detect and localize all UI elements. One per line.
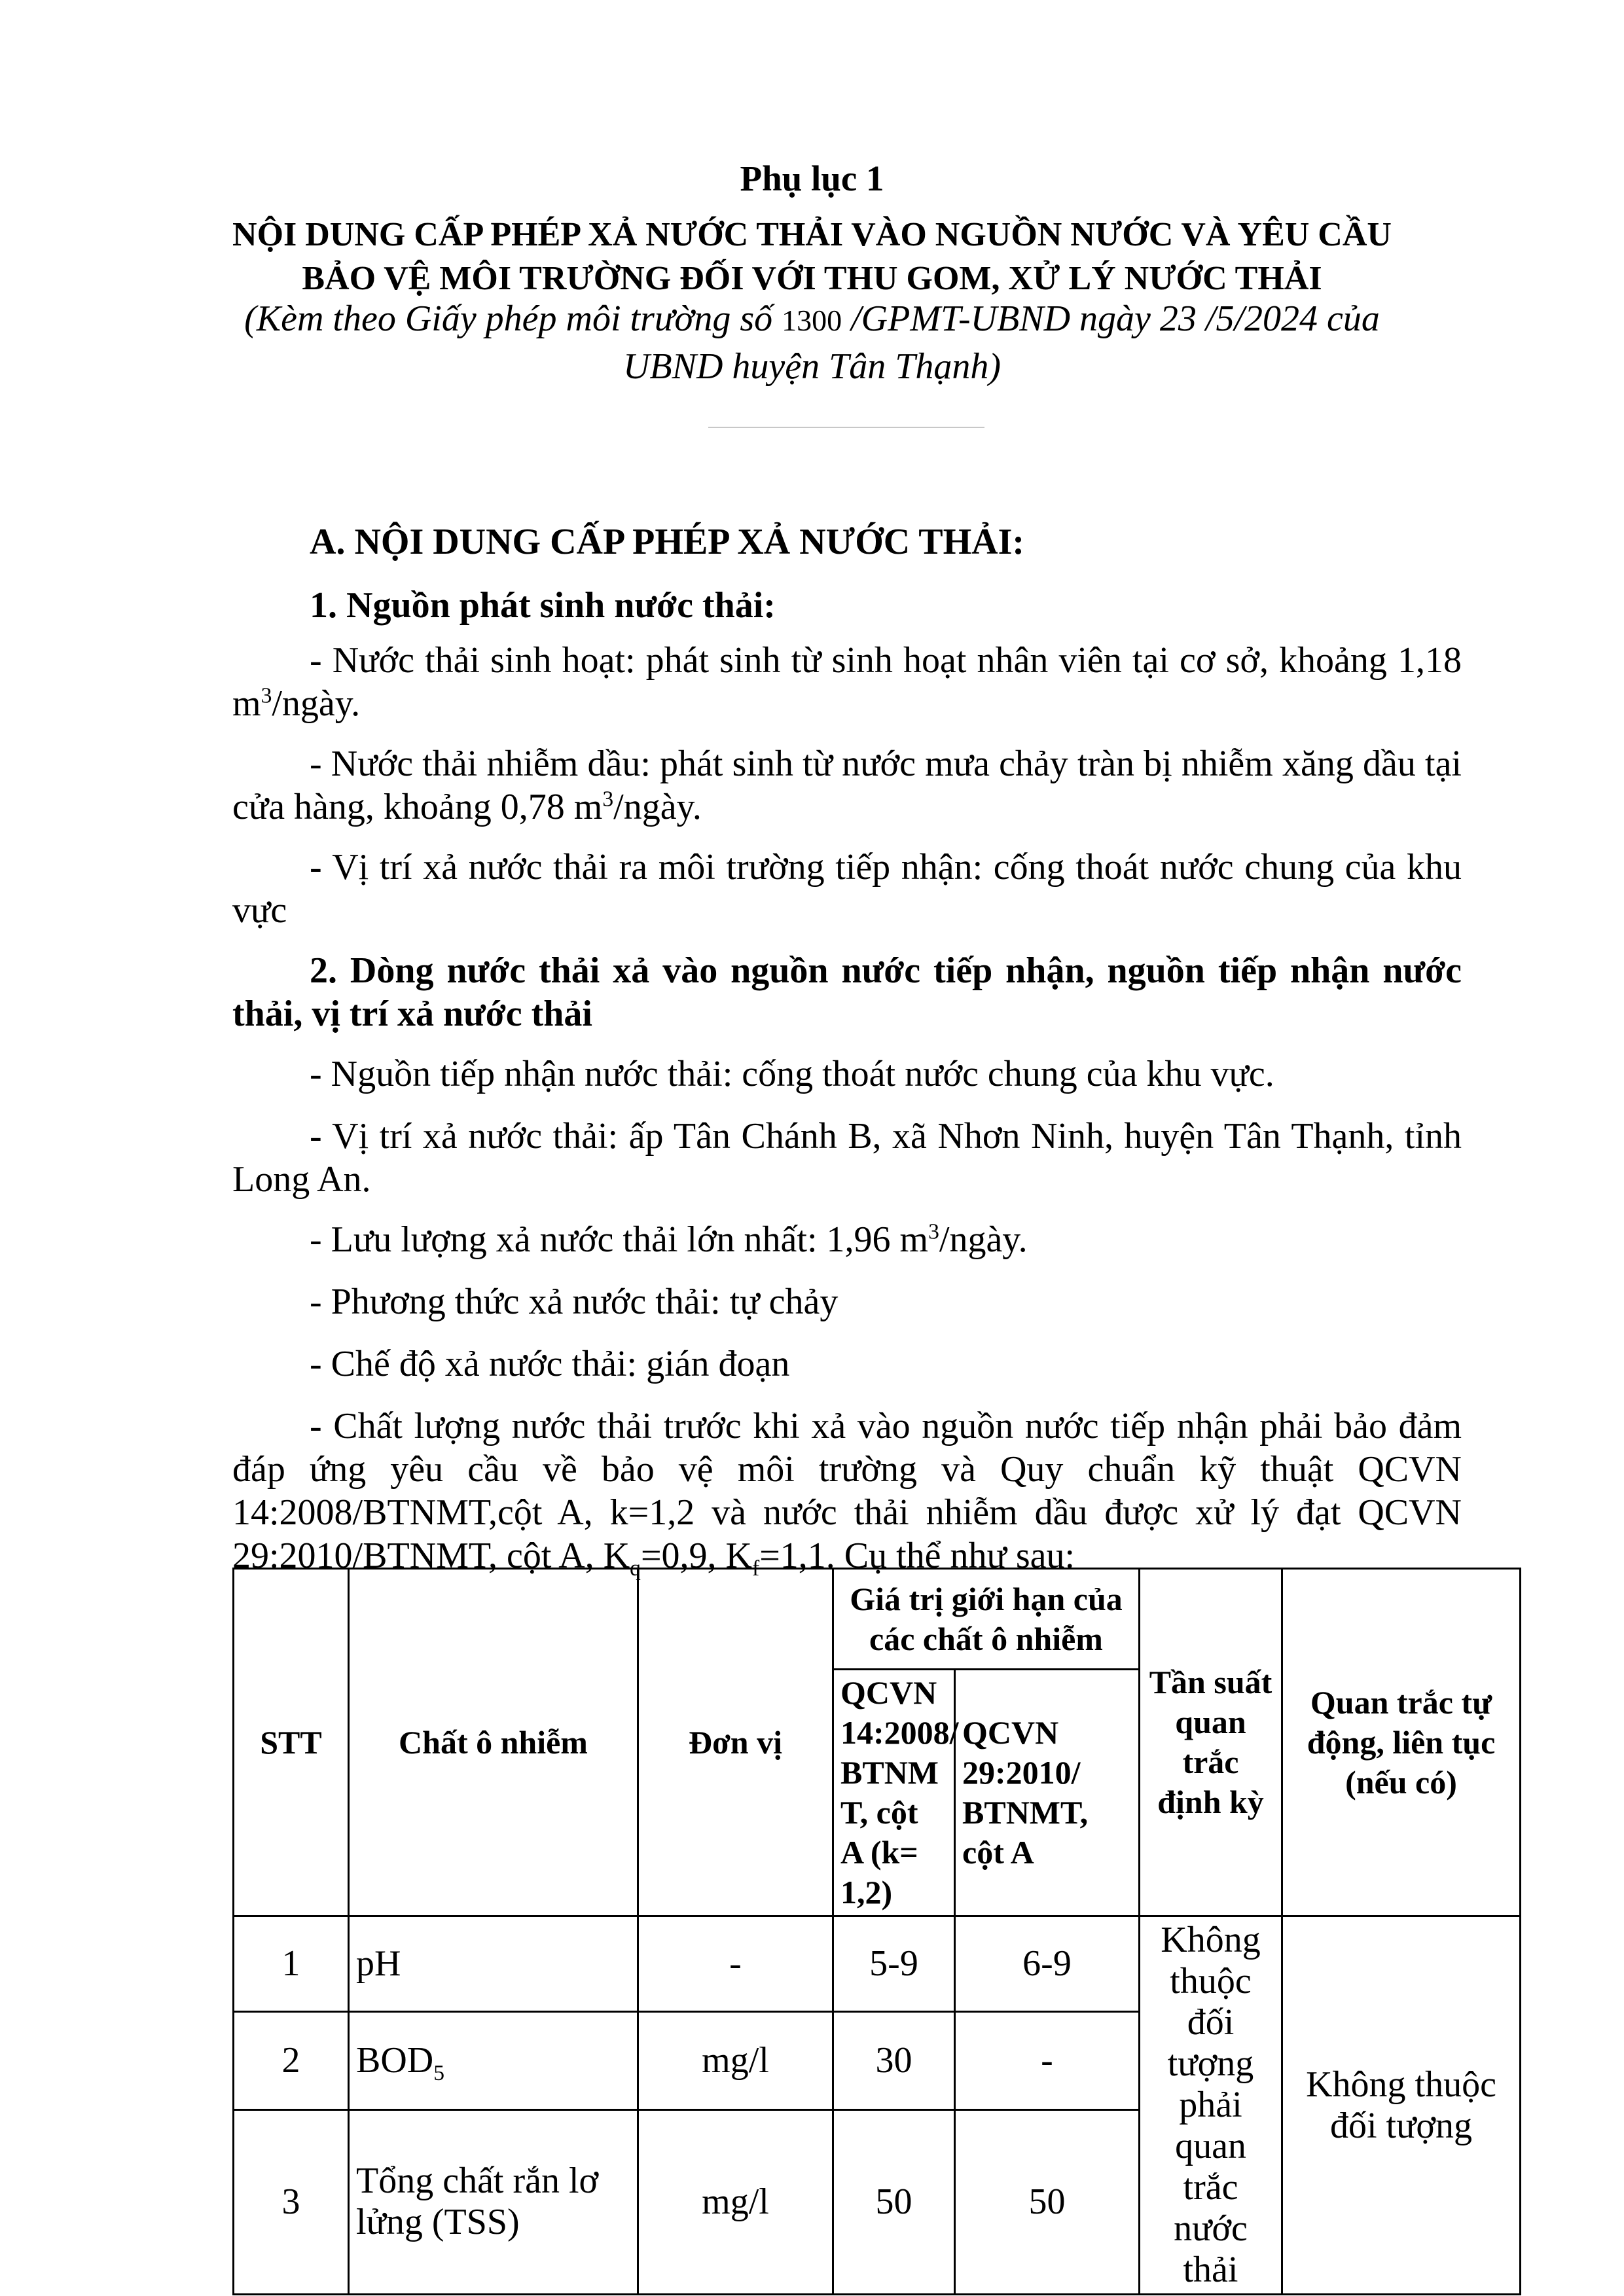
header-qcvn14: QCVN 14:2008/ BTNM T, cột A (k= 1,2) <box>833 1670 955 1916</box>
header-pollutant: Chất ô nhiễm <box>349 1569 638 1916</box>
row-unit: mg/l <box>638 2012 833 2110</box>
domestic-wastewater-item: - Nước thải sinh hoạt: phát sinh từ sinh hoạt nhân viên tại cơ sở, khoảng 1,18 $m^3$/ngày. <box>232 640 1462 724</box>
row-qcvn14: 5-9 <box>833 1916 955 2012</box>
row-qcvn29: 6-9 <box>955 1916 1140 2012</box>
discharge-address-item: - Vị trí xả nước thải: ấp Tân Chánh B, xã Nhơn Ninh, huyện Tân Thạnh, tỉnh Long An. <box>232 1116 1462 1200</box>
pollutant-limits-table <box>232 1568 1521 2295</box>
receiving-source-item: - Nguồn tiếp nhận nước thải: cống thoát nước chung của khu vực. <box>310 1054 1274 1094</box>
main-title <box>0 213 1624 300</box>
subsection-1-heading: 1. Nguồn phát sinh nước thải: <box>310 585 776 626</box>
row-unit: mg/l <box>638 2109 833 2294</box>
discharge-location-item: - Vị trí xả nước thải ra môi trường tiếp nhận: cống thoát nước chung của khu vực <box>232 847 1462 931</box>
attachment-line-1: (Kèm theo Giấy phép môi trường số 1300 /GPMT-UBND ngày 23 /5/2024 của <box>244 298 1380 339</box>
row-stt: 3 <box>234 2109 349 2294</box>
oily-wastewater-item: - Nước thải nhiễm dầu: phát sinh từ nước mưa chảy tràn bị nhiễm xăng dầu tại cửa hàng, khoảng 0,78 $m^3$/ngày. <box>232 744 1462 827</box>
row-pollutant: pH <box>349 1916 638 2012</box>
attachment-line-2: UBND huyện Tân Thạnh) <box>623 346 1001 387</box>
header-frequency: Tần suất quan trắc định kỳ <box>1140 1569 1282 1916</box>
row-qcvn14: 50 <box>833 2109 955 2294</box>
permit-number: 1300 <box>782 304 842 337</box>
header-auto-monitoring: Quan trắc tự động, liên tục (nếu có) <box>1282 1569 1521 1916</box>
row-unit: - <box>638 1916 833 2012</box>
quality-requirement-item: - Chất lượng nước thải trước khi xả vào nguồn nước tiếp nhận phải bảo đảm đáp ứng yêu cầu về bảo vệ môi trường và Quy chuẩn kỹ thuật QCVN 14:2008/BTNMT,cột A, k=1,2 và nước thải nhiễm dầu được xử lý đạt QCVN 29:2010/BTNMT, cột A, $K_q=0,9$, $K_f=1,1$. Cụ thể như sau: <box>232 1406 1462 1581</box>
header-stt: STT <box>234 1569 349 1916</box>
row-qcvn14: 30 <box>833 2012 955 2110</box>
header-unit: Đơn vị <box>638 1569 833 1916</box>
row-stt: 2 <box>234 2012 349 2110</box>
attachment-note <box>0 296 1624 389</box>
row-pollutant: Tổng chất rắn lơ lửng (TSS) <box>349 2109 638 2294</box>
auto-monitoring-value: Không thuộc đối tượng <box>1282 1916 1521 2295</box>
title-separator <box>708 427 984 428</box>
subsection-2-heading: 2. Dòng nước thải xả vào nguồn nước tiếp nhận, nguồn tiếp nhận nước thải, vị trí xả nước thải <box>232 950 1462 1034</box>
row-stt: 1 <box>234 1916 349 2012</box>
row-qcvn29: - <box>955 2012 1140 2110</box>
row-pollutant: $BOD_5$ <box>349 2012 638 2110</box>
appendix-title: Phụ lục 1 <box>740 158 884 198</box>
header-qcvn29: QCVN 29:2010/ BTNMT, cột A <box>955 1670 1140 1916</box>
header-limit-group: Giá trị giới hạn của các chất ô nhiễm <box>833 1569 1140 1670</box>
max-flow-item: - Lưu lượng xả nước thải lớn nhất: 1,96 $m^3$/ngày. <box>310 1219 1028 1260</box>
permit-date: 23 /5/2024 <box>1159 298 1318 339</box>
frequency-value: Không thuộc đối tượng phải quan trắc nước thải <box>1140 1916 1282 2295</box>
main-title-line-1: NỘI DUNG CẤP PHÉP XẢ NƯỚC THẢI VÀO NGUỒN NƯỚC VÀ YÊU CẦU <box>232 216 1392 253</box>
table-row <box>234 1916 1521 2012</box>
main-title-line-2: BẢO VỆ MÔI TRƯỜNG ĐỐI VỚI THU GOM, XỬ LÝ NƯỚC THẢI <box>302 260 1322 297</box>
discharge-mode-item: - Chế độ xả nước thải: gián đoạn <box>310 1344 790 1384</box>
row-qcvn29: 50 <box>955 2109 1140 2294</box>
section-a-heading: A. NỘI DUNG CẤP PHÉP XẢ NƯỚC THẢI: <box>310 522 1025 562</box>
discharge-method-item: - Phương thức xả nước thải: tự chảy <box>310 1282 839 1322</box>
